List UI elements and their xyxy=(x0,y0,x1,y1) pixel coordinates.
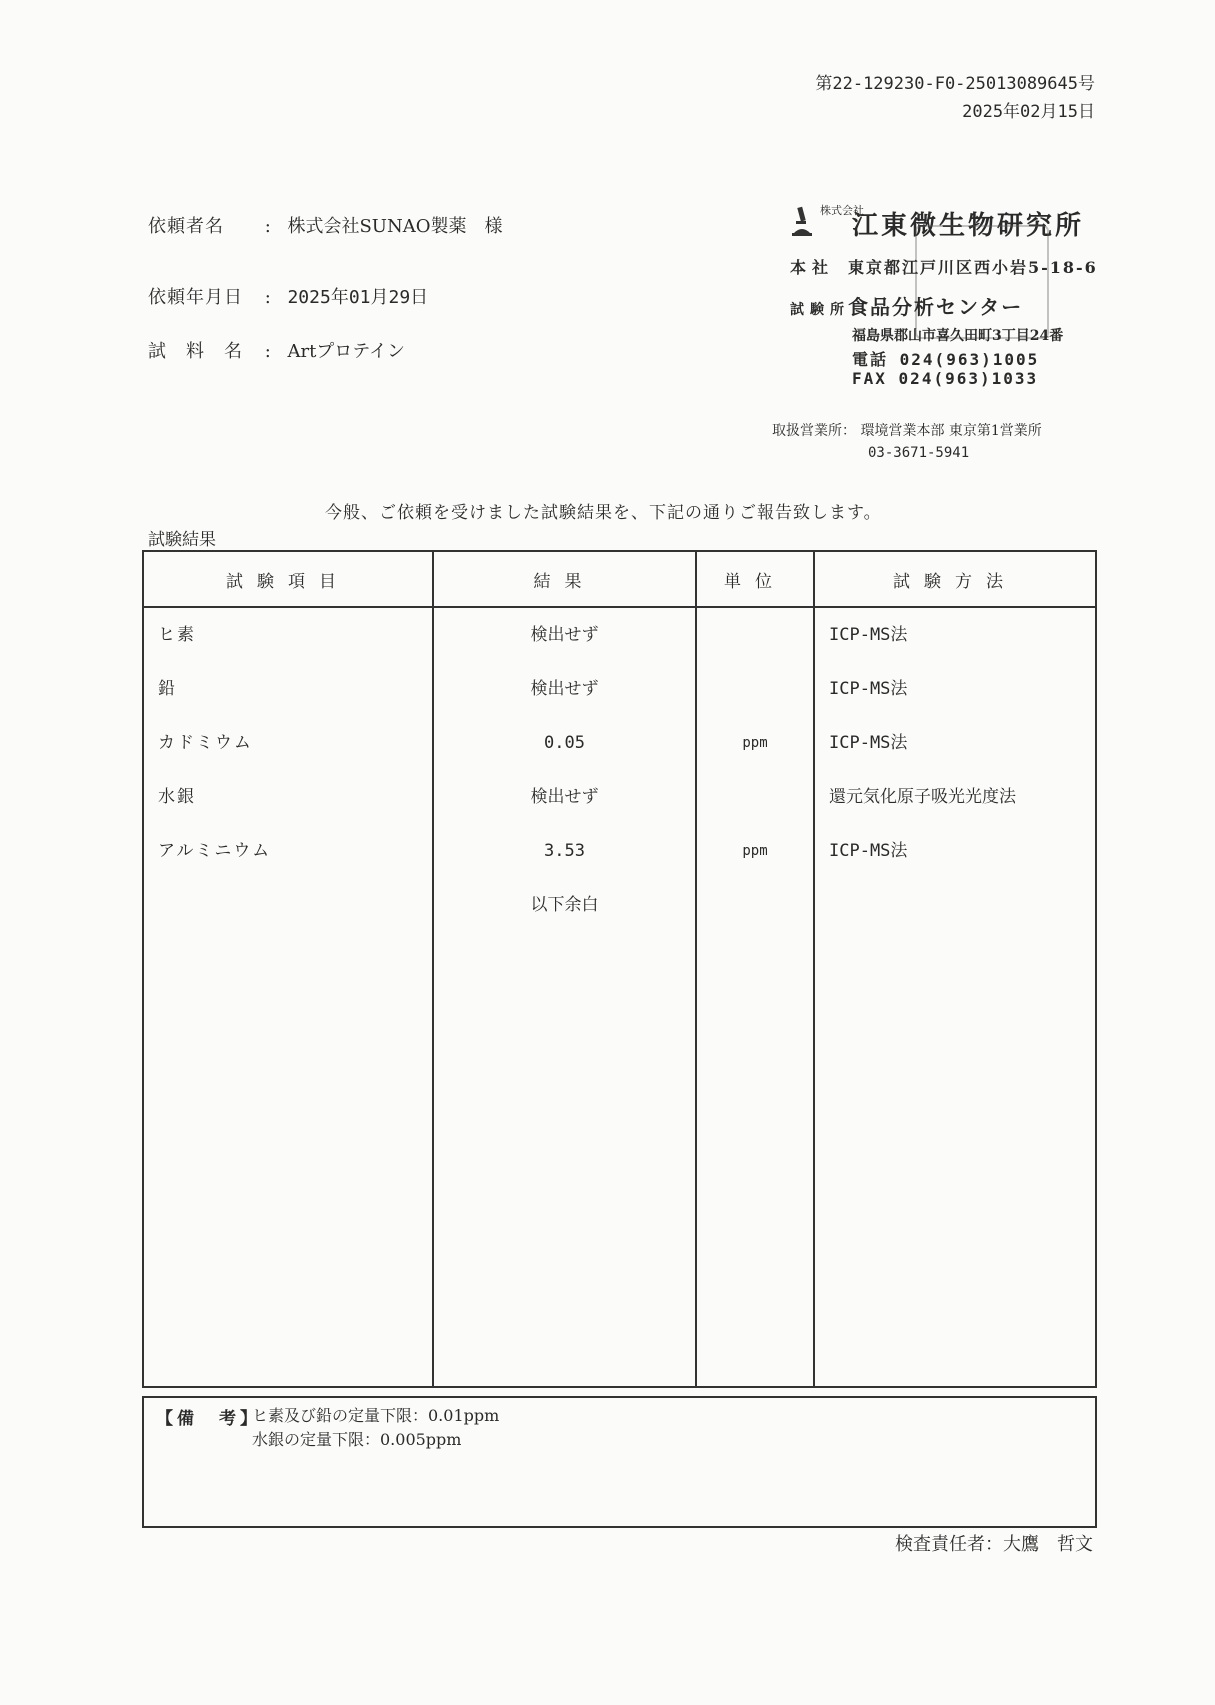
test-item: ヒ素 xyxy=(143,607,433,662)
inspector-name: 大鷹 哲文 xyxy=(1003,1534,1093,1555)
inspector-label: 検査責任者： xyxy=(895,1534,1003,1555)
test-unit: ppm xyxy=(696,716,814,770)
table-row xyxy=(143,824,1096,878)
sample-name-row xyxy=(148,337,405,363)
header-result: 結果 xyxy=(433,551,696,607)
test-method: 還元気化原子吸光光度法 xyxy=(814,770,1096,824)
separator: : xyxy=(264,216,271,237)
request-date-label: 依頼年月日 xyxy=(148,287,243,308)
remarks-label: 【備 考】 xyxy=(156,1409,261,1429)
request-date-row xyxy=(148,283,428,309)
table-row xyxy=(143,878,1096,932)
test-result: 検出せず xyxy=(433,770,696,824)
fax-line xyxy=(852,369,1038,388)
office-phone: 03-3671-5941 xyxy=(868,445,970,461)
test-result: 0.05 xyxy=(433,716,696,770)
test-item xyxy=(143,878,433,932)
intro-text: 今般、ご依頼を受けました試験結果を、下記の通りご報告致します。 xyxy=(325,503,882,523)
table-row xyxy=(143,716,1096,770)
tel-label: 電話 xyxy=(852,350,889,369)
hq-address: 東京都江戸川区西小岩5-18-6 xyxy=(848,258,1098,277)
tel-line xyxy=(852,347,1039,370)
hq-line xyxy=(790,255,1098,278)
corp-prefix: 株式会社 xyxy=(820,204,864,217)
results-table xyxy=(142,550,1097,1388)
test-unit xyxy=(696,662,814,716)
separator: : xyxy=(264,287,271,308)
test-item: 鉛 xyxy=(143,662,433,716)
office-label: 取扱営業所： xyxy=(772,423,856,439)
sample-name-value: Artプロテイン xyxy=(287,341,406,362)
table-row xyxy=(143,770,1096,824)
fax-number: 024(963)1033 xyxy=(898,369,1039,388)
remarks-box xyxy=(142,1396,1097,1528)
test-unit: ppm xyxy=(696,824,814,878)
test-unit xyxy=(696,770,814,824)
table-filler-row xyxy=(143,932,1096,1387)
test-site-label: 試験所 xyxy=(790,302,850,318)
header-test-item: 試験項目 xyxy=(143,551,433,607)
test-unit xyxy=(696,878,814,932)
inspector xyxy=(895,1530,1093,1556)
lab-name: 江東微生物研究所 xyxy=(852,211,1085,241)
lab-seal-stamp xyxy=(915,225,1049,339)
hq-label: 本社 xyxy=(790,258,835,277)
test-method xyxy=(814,878,1096,932)
test-result: 検出せず xyxy=(433,662,696,716)
document-number: 第22-129230-F0-25013089645号 xyxy=(815,74,1095,94)
test-item: 水銀 xyxy=(143,770,433,824)
sales-office xyxy=(772,420,1042,464)
issue-date: 2025年02月15日 xyxy=(962,102,1095,122)
microscope-logo-icon xyxy=(790,205,814,237)
test-method: ICP-MS法 xyxy=(814,824,1096,878)
test-method: ICP-MS法 xyxy=(814,607,1096,662)
header-method: 試験方法 xyxy=(814,551,1096,607)
table-row xyxy=(143,662,1096,716)
document-header xyxy=(815,70,1095,126)
blank-below-note: 以下余白 xyxy=(433,878,696,932)
test-site-line xyxy=(790,291,1023,320)
test-unit xyxy=(696,607,814,662)
test-result: 3.53 xyxy=(433,824,696,878)
test-item: アルミニウム xyxy=(143,824,433,878)
client-name-row xyxy=(148,212,502,238)
remark-line: ヒ素及び鉛の定量下限：0.01ppm xyxy=(252,1406,500,1425)
test-method: ICP-MS法 xyxy=(814,662,1096,716)
test-method: ICP-MS法 xyxy=(814,716,1096,770)
client-name-value: 株式会社SUNAO製薬 様 xyxy=(287,216,503,237)
test-site-name: 食品分析センター xyxy=(848,295,1024,319)
sample-name-label: 試 料 名 xyxy=(148,341,243,362)
request-date-value: 2025年01月29日 xyxy=(287,287,429,308)
client-name-label: 依頼者名 xyxy=(148,216,224,237)
table-header-row xyxy=(143,551,1096,607)
test-site-address: 福島県郡山市喜久田町3丁目24番 xyxy=(852,328,1064,344)
section-label: 試験結果 xyxy=(148,530,216,550)
table-row xyxy=(143,607,1096,662)
header-unit: 単位 xyxy=(696,551,814,607)
fax-label: FAX xyxy=(852,369,887,388)
test-result: 検出せず xyxy=(433,607,696,662)
remark-line: 水銀の定量下限：0.005ppm xyxy=(252,1430,462,1449)
test-item: カドミウム xyxy=(143,716,433,770)
remarks-lines xyxy=(252,1404,499,1452)
office-name: 環境営業本部 東京第1営業所 xyxy=(860,423,1042,439)
tel-number: 024(963)1005 xyxy=(899,350,1040,369)
separator: : xyxy=(264,341,271,362)
